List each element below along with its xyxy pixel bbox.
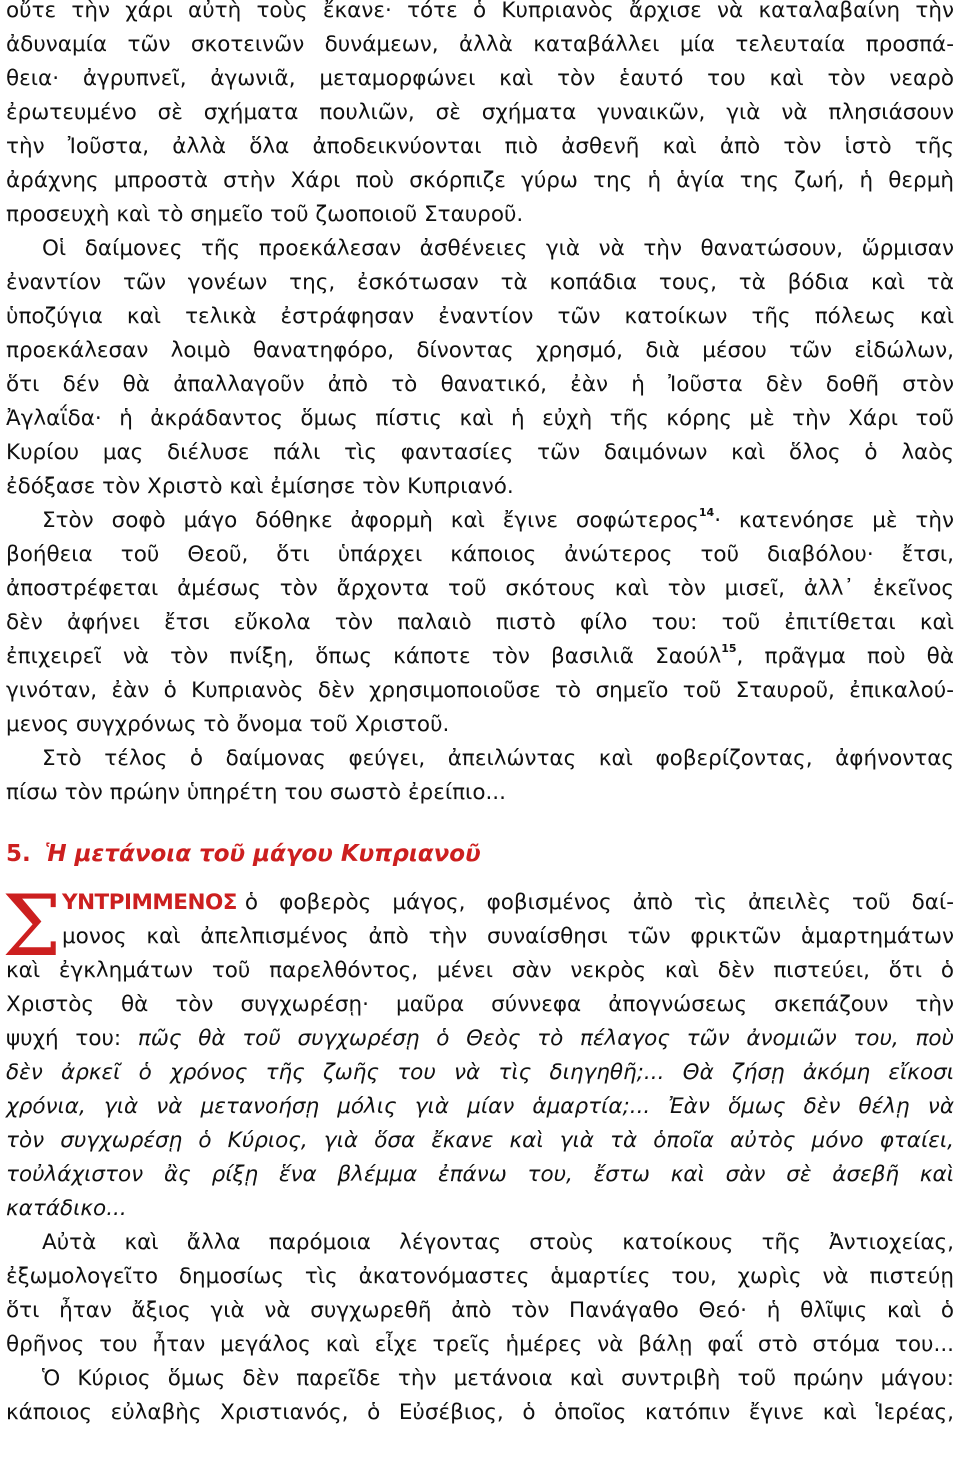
text-line: κάποιος εὐλαβὴς Χριστιανός, ὁ Εὐσέβιος, ὁ ὁποῖος κατόπιν ἔγινε καὶ Ἱερέας, (6, 1400, 954, 1425)
footnote-ref[interactable]: 15 (721, 641, 737, 655)
text-line: Οἱ δαίμονες τῆς προεκάλεσαν ἀσθένειες γιὰ νὰ τὴν θανατώσουν, ὥρμισαν (42, 236, 954, 261)
footnote-ref[interactable]: 14 (698, 505, 715, 519)
paragraph (0, 0, 960, 232)
text-line: Κυρίου μας διέλυσε πάλι τὶς φαντασίες τῶν δαιμόνων καὶ ὅλος ὁ λαὸς (6, 440, 954, 465)
text-line: γινόταν, ἐὰν ὁ Κυπριανὸς δὲν χρησιμοποιοῦσε τὸ σημεῖο τοῦ Σταυροῦ, ἐπικαλού- (6, 678, 954, 703)
paragraph (0, 877, 960, 1226)
text-line: πίσω τὸν πρώην ὑπηρέτη του σωστὸ ἐρείπιο... (6, 780, 506, 805)
text-line: ἐρωτευμένο σὲ σχήματα πουλιῶν, σὲ σχήματα γυναικῶν, γιὰ νὰ πλησιάσουν (6, 100, 954, 125)
text-line: θρῆνος του ἦταν μεγάλος καὶ εἶχε τρεῖς ἡμέρες νὰ βάλῃ φαΐ στὸ στόμα του... (6, 1332, 954, 1357)
text-line: ὅτι δέν θὰ ἀπαλλαγοῦν ἀπὸ τὸ θανατικό, ἐὰν ἡ Ἰοῦστα δὲν δοθῆ στὸν (6, 372, 954, 397)
paragraph (0, 232, 960, 504)
text-line: ἀδυναμία τῶν σκοτεινῶν δυνάμεων, ἀλλὰ καταβάλλει μία τελευταία προσπά- (6, 32, 954, 57)
text-line: μενος συγχρόνως τὸ ὄνομα τοῦ Χριστοῦ. (6, 712, 450, 737)
text-line: Χριστὸς θὰ τὸν συγχωρέσῃ· μαῦρα σύννεφα ἀπογνώσεως σκεπάζουν τὴν (6, 992, 954, 1017)
text-line: τοὐλάχιστον ἂς ρίξῃ ἕνα βλέμμα ἐπάνω του, ἔστω καὶ σὰν σὲ ἀσεβῆ καὶ (6, 1162, 954, 1187)
text-line: ἐναντίον τῶν γονέων της, ἐσκότωσαν τὰ κοπάδια τους, τὰ βόδια καὶ τὰ (6, 270, 954, 295)
text-line (0, 1022, 960, 1056)
section-title: Ἡ μετάνοια τοῦ μάγου Κυπριανοῦ (44, 841, 481, 867)
text-run: , πρᾶγμα ποὺ θὰ (736, 644, 954, 669)
text-line: τὸν συγχωρέσῃ ὁ Κύριος, γιὰ ὅσα ἔκανε καὶ γιὰ τὰ ὁποῖα αὐτὸς μόνο φταίει, (6, 1128, 954, 1153)
text-line: κατάδικο... (6, 1196, 127, 1221)
text-line: προεκάλεσαν λοιμὸ θανατηφόρο, δίνοντας χρησμό, διὰ μέσου τῶν εἰδώλων, (6, 338, 954, 363)
text-run: ὁ φοβερὸς μάγος, φοβισμένος ἀπὸ τὶς ἀπειλὲς τοῦ δαί- (244, 890, 954, 915)
text-line: ἀποστρέφεται ἀμέσως τὸν ἄρχοντα τοῦ σκότους καὶ τὸν μισεῖ, ἀλλ᾿ ἐκεῖνος (6, 576, 954, 601)
text-line: ὑποζύγια καὶ τελικὰ ἐστράφησαν ἐναντίον τῶν κατοίκων τῆς πόλεως καὶ (6, 304, 954, 329)
text-run: ψυχή του: (6, 1026, 138, 1051)
text-run: ἐπιχειρεῖ νὰ τὸν πνίξη, ὅπως κάποτε τὸν βασιλιᾶ Σαούλ (6, 644, 722, 669)
text-line: χρόνια, γιὰ νὰ μετανοήσῃ μόλις γιὰ μίαν ἁμαρτία;... Ἐὰν ὅμως δὲν θέλῃ νὰ (6, 1094, 954, 1119)
text-line: ἐδόξασε τὸν Χριστὸ καὶ ἐμίσησε τὸν Κυπριανό. (6, 474, 514, 499)
paragraph (0, 1226, 960, 1362)
paragraph (0, 742, 960, 810)
text-line (0, 504, 960, 538)
text-line: ἀράχνης μπροστὰ στὴν Χάρι ποὺ σκόρπιζε γύρω της ἡ ἁγία της ζωή, ἡ θερμὴ (6, 168, 954, 193)
text-line: Στὸ τέλος ὁ δαίμονας φεύγει, ἀπειλώντας καὶ φοβερίζοντας, ἀφήνοντας (42, 746, 954, 771)
text-line: καὶ ἐγκλημάτων τοῦ παρελθόντος, μένει σὰν νεκρὸς καὶ δὲν πιστεύει, ὅτι ὁ (6, 958, 954, 983)
paragraph (0, 1362, 960, 1430)
section-heading (0, 828, 960, 880)
section-number: 5. (6, 841, 31, 867)
text-line: δὲν ἀφήνει ἔτσι εὔκολα τὸν παλαιὸ πιστὸ φίλο του: τοῦ ἐπιτίθεται καὶ (6, 610, 954, 635)
text-line (0, 640, 960, 674)
text-line: τὴν Ἰοῦστα, ἀλλὰ ὅλα ἀποδεικνύονται πιὸ ἀσθενῆ καὶ ἀπὸ τὸν ἱστὸ τῆς (6, 134, 954, 159)
text-run: Στὸν σοφὸ μάγο δόθηκε ἀφορμὴ καὶ ἔγινε σοφώτερος (42, 508, 699, 533)
text-line: βοήθεια τοῦ Θεοῦ, ὅτι ὑπάρχει κάποιος ἀνώτερος τοῦ διαβόλου· ἔτσι, (6, 542, 954, 567)
paragraph (0, 504, 960, 742)
lead-caps: ΥΝΤΡΙΜΜΕΝΟΣ (62, 890, 237, 915)
text-line: δὲν ἀρκεῖ ὁ χρόνος τῆς ζωῆς του νὰ τὶς διηγηθῆ;... Θὰ ζήσῃ ἀκόμη εἴκοσι (6, 1060, 954, 1085)
text-run: · κατενόησε μὲ τὴν (714, 508, 954, 533)
text-line: ἐξωμολογεῖτο δημοσίως τὶς ἀκατονόμαστες ἁμαρτίες του, χωρὶς νὰ πιστεύῃ (6, 1264, 954, 1289)
text-line: θεια· ἀγρυπνεῖ, ἀγωνιᾶ, μεταμορφώνει καὶ τὸν ἑαυτό του καὶ τὸν νεαρὸ (6, 66, 954, 91)
italic-run: πῶς θὰ τοῦ συγχωρέσῃ ὁ Θεὸς τὸ πέλαγος τῶν ἀνομιῶν του, ποὺ (137, 1026, 954, 1051)
text-line (0, 886, 960, 920)
text-line: Αὐτὰ καὶ ἄλλα παρόμοια λέγοντας στοὺς κατοίκους τῆς Ἀντιοχείας, (42, 1230, 954, 1255)
text-line: μονος καὶ ἀπελπισμένος ἀπὸ τὴν συναίσθησι τῶν φρικτῶν ἁμαρτημάτων (62, 924, 954, 949)
text-line: Ἀγλαΐδα· ἡ ἀκράδαντος ὅμως πίστις καὶ ἡ εὐχὴ τῆς κόρης μὲ τὴν Χάρι τοῦ (6, 406, 954, 431)
text-line: οὔτε τὴν χάρι αὐτὴ τοὺς ἔκανε· τότε ὁ Κυπριανὸς ἄρχισε νὰ καταλαβαίνη τὴν (6, 0, 954, 23)
drop-cap: Σ (2, 877, 62, 975)
text-line: προσευχὴ καὶ τὸ σημεῖο τοῦ ζωοποιοῦ Σταυροῦ. (6, 202, 524, 227)
text-line: ὅτι ἦταν ἄξιος γιὰ νὰ συγχωρεθῆ ἀπὸ τὸν Πανάγαθο Θεό· ἡ θλῖψις καὶ ὁ (6, 1298, 954, 1323)
text-line: Ὁ Κύριος ὅμως δὲν παρεῖδε τὴν μετάνοια καὶ συντριβὴ τοῦ πρώην μάγου: (42, 1366, 954, 1391)
